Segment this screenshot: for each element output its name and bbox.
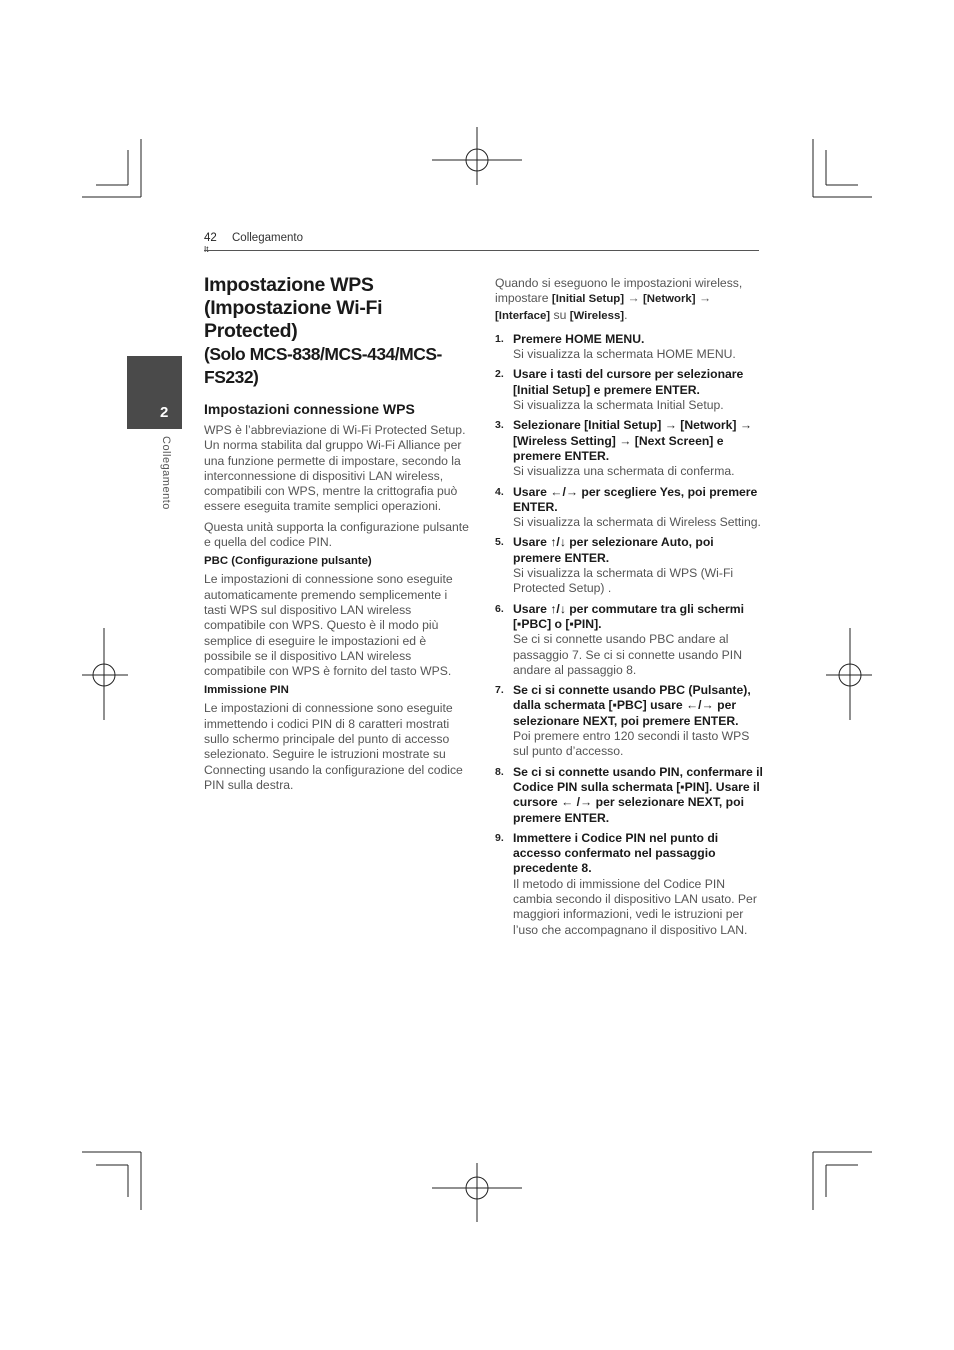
step-result: Si visualizza la schermata di WPS (Wi-Fi Protected Setup) . <box>513 566 734 596</box>
step-instruction: Premere HOME MENU. <box>513 331 645 346</box>
step-result: Il metodo di immissione del Codice PIN cambia secondo il dispositivo LAN usato. Per maggiori informazioni, vedi le istruzioni per l’uso che accompagnano il dispositivo LAN. <box>513 876 757 937</box>
arrow-icon: → <box>698 291 712 306</box>
chapter-tab <box>127 356 182 429</box>
intro-interface: [Interface] <box>495 309 551 322</box>
wps-description: WPS è l’abbreviazione di Wi-Fi Protected Setup. Un norma stabilita dal gruppo Wi-Fi Alliance per una funzione permette di impostare, secondo la interconnessione di dispositivi LAN wireless, compatibili con WPS, mentre la crittografia può essere eseguita tramite semplici operazioni. <box>204 423 466 514</box>
left-column <box>204 274 472 798</box>
pbc-text: Le impostazioni di connessione sono eseguite automaticamente premendo semplicemente i tasti WPS sul dispositivo LAN wireless compatibile con WPS. Questo è il modo più semplice di eseguire le impostazioni ed è possibile se il dispositivo LAN wireless compatibile con WPS è fornito del tasto WPS. <box>204 572 453 679</box>
title-line-1: Impostazione WPS <box>204 274 374 296</box>
step-result: Si visualizza la schermata HOME MENU. <box>513 347 736 362</box>
arrow-icon: → <box>627 291 640 306</box>
step-item <box>495 332 763 363</box>
step-number: 4. <box>495 485 504 498</box>
pin-text: Le impostazioni di connessione sono eseguite immettendo i codici PIN di 8 caratteri mostrati sullo schermo principale del punto di accesso selezionato. Seguire le istruzioni mostrate su Connecting usando la configurazione del codice PIN sulla destra. <box>204 701 463 792</box>
right-column <box>495 276 763 943</box>
chapter-side-label: Collegamento <box>160 436 172 510</box>
step-instruction: Se ci si connette usando PBC (Pulsante), dalla schermata [▪PBC] usare ←/→ per selezionare NEXT, poi premere ENTER. <box>513 683 751 728</box>
step-instruction: Selezionare [Initial Setup] → [Network] → [Wireless Setting] → [Next Screen] e premere ENTER. <box>513 418 753 463</box>
title-line-2: (Impostazione Wi-Fi Protected) <box>204 297 383 342</box>
step-number: 9. <box>495 831 504 844</box>
step-instruction: Usare i tasti del cursore per selezionare [Initial Setup] e premere ENTER. <box>513 367 744 397</box>
intro-initial-setup: [Initial Setup] <box>551 293 625 306</box>
running-section-title: Collegamento <box>232 232 303 244</box>
intro-network: [Network] <box>643 293 696 306</box>
intro-su: su <box>553 307 567 322</box>
step-number: 2. <box>495 368 504 381</box>
step-item <box>495 535 763 596</box>
step-item <box>495 765 763 826</box>
step-instruction: Usare ←/→ per scegliere Yes, poi premere ENTER. <box>513 484 758 514</box>
intro-text: Quando si eseguono le impostazioni wireless, impostare <box>495 276 743 306</box>
page-number: 42 <box>204 232 217 244</box>
step-result: Si visualizza la schermata di Wireless Setting. <box>513 515 761 530</box>
step-item <box>495 367 763 413</box>
step-instruction: Se ci si connette usando PIN, confermare il Codice PIN sulla schermata [▪PIN]. Usare il cursore ← /→ per selezionare NEXT, poi premere ENTER. <box>513 764 763 825</box>
pin-heading: Immissione PIN <box>204 684 289 697</box>
page-title <box>204 274 472 389</box>
step-result: Se ci si connette usando PBC andare al passaggio 7. Se ci si connette usando PIN andare al passaggio 8. <box>513 632 742 677</box>
step-item <box>495 602 763 678</box>
chapter-number: 2 <box>160 404 169 421</box>
supported-methods: Questa unità supporta la configurazione pulsante e quella del codice PIN. <box>204 519 469 550</box>
step-number: 1. <box>495 332 504 345</box>
section-subheading: Impostazioni connessione WPS <box>204 401 415 417</box>
intro-wireless: [Wireless] <box>569 309 625 322</box>
step-number: 8. <box>495 765 504 778</box>
step-instruction: Immettere i Codice PIN nel punto di accesso confermato nel passaggio precedente 8. <box>513 830 719 876</box>
step-number: 6. <box>495 602 504 615</box>
step-instruction: Usare ↑/↓ per commutare tra gli schermi [▪PBC] o [▪PIN]. <box>513 601 744 631</box>
step-item <box>495 683 763 759</box>
step-result: Poi premere entro 120 secondi il tasto WPS sul punto d’accesso. <box>513 729 750 759</box>
step-item <box>495 831 763 938</box>
language-code: It <box>204 245 209 254</box>
pbc-heading: PBC (Configurazione pulsante) <box>204 555 372 568</box>
title-line-3: (Solo MCS-838/MCS-434/MCS-FS232) <box>204 344 442 387</box>
step-result: Si visualizza la schermata Initial Setup. <box>513 398 724 413</box>
steps-list <box>495 332 763 938</box>
step-number: 5. <box>495 536 504 549</box>
intro-paragraph: Quando si eseguono le impostazioni wireless, impostare [Initial Setup] → [Network] → [Interface] su [Wireless]. <box>495 276 743 322</box>
step-number: 7. <box>495 684 504 697</box>
step-item <box>495 418 763 479</box>
step-number: 3. <box>495 419 504 432</box>
header-divider <box>204 250 759 251</box>
step-instruction: Usare ↑/↓ per selezionare Auto, poi premere ENTER. <box>513 535 714 565</box>
step-result: Si visualizza una schermata di conferma. <box>513 464 735 479</box>
step-item <box>495 485 763 531</box>
